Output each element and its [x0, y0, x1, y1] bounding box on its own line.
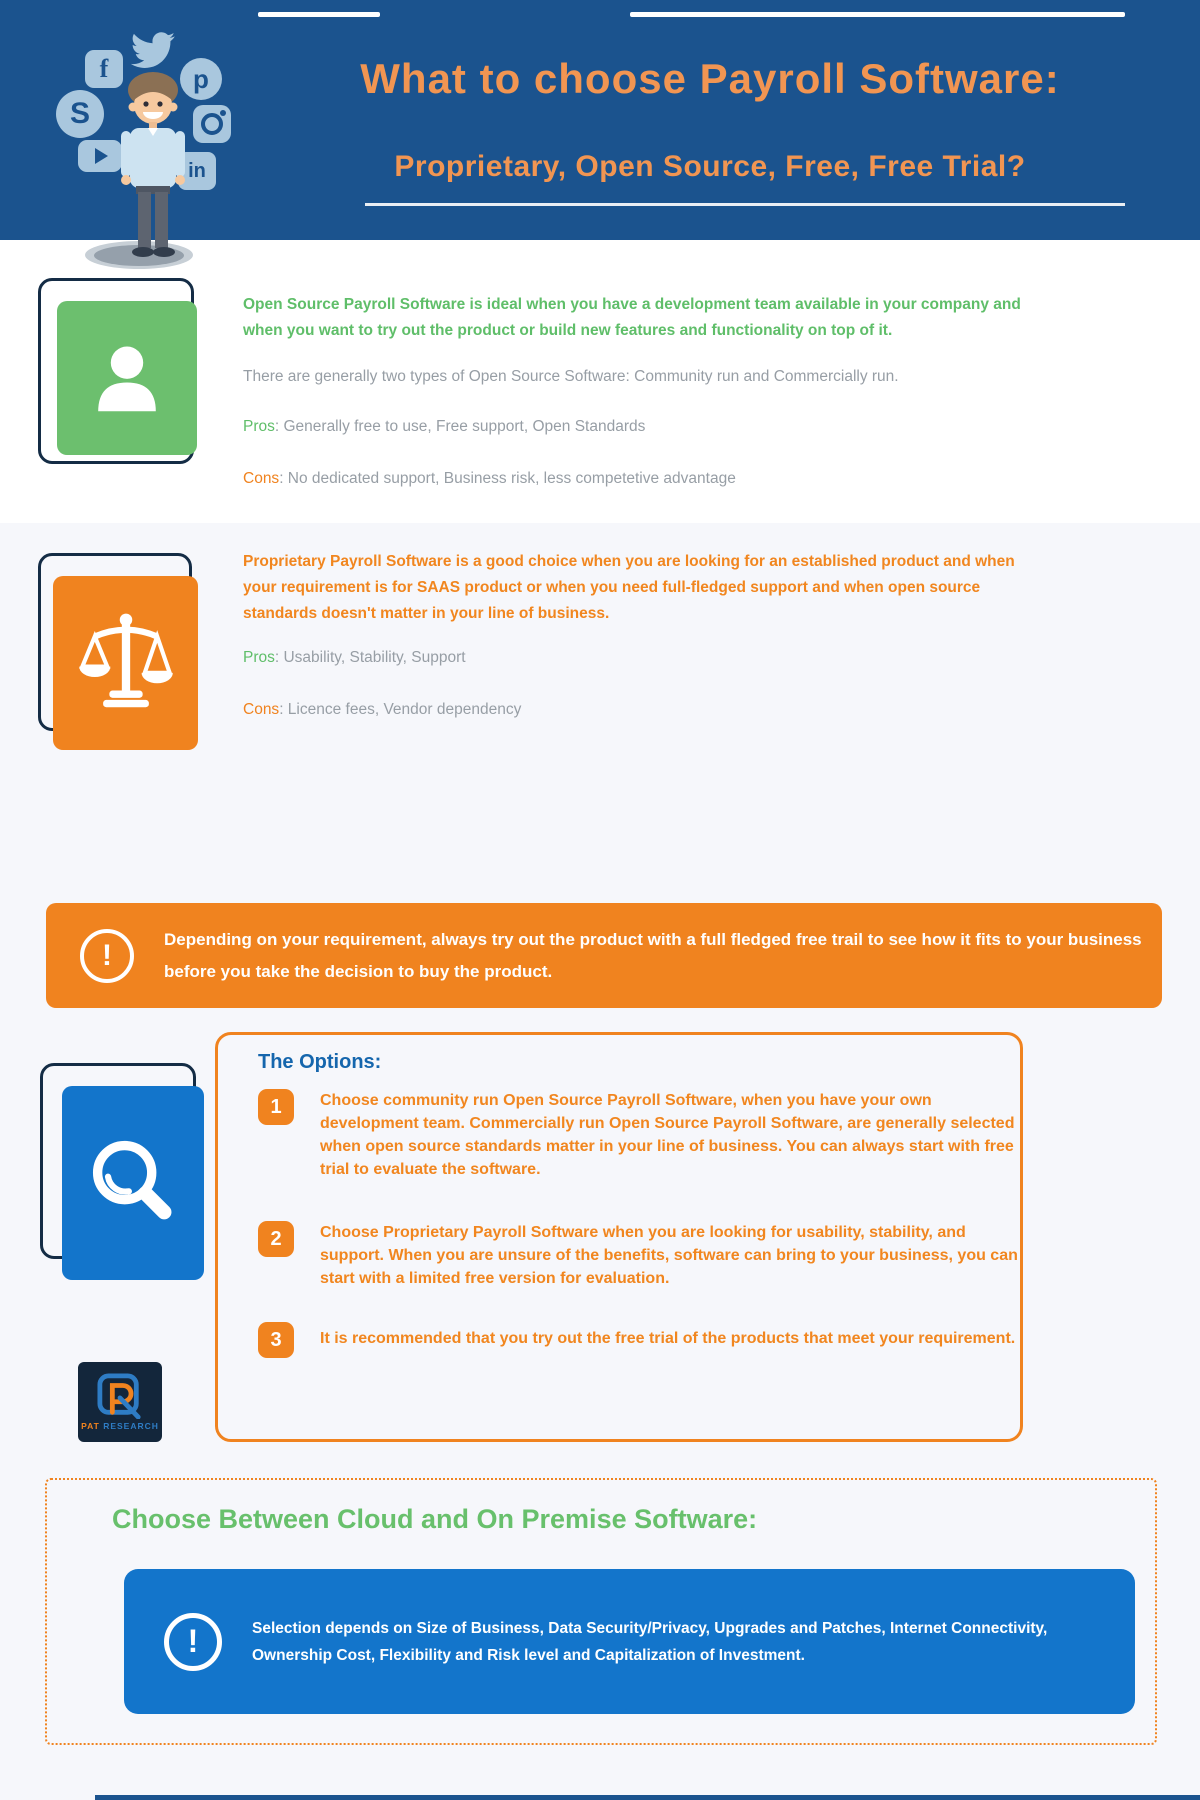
cloud-banner: [124, 1569, 1135, 1714]
magnifier-icon: [81, 1128, 185, 1238]
page-title: What to choose Payroll Software:: [360, 55, 1060, 102]
notice-banner: [46, 903, 1162, 1008]
options-box: [215, 1032, 1023, 1442]
cons-label: Cons: [243, 470, 280, 487]
page-subtitle: Proprietary, Open Source, Free, Free Trial?: [394, 150, 1026, 183]
header-decor-line-right: [630, 12, 1125, 17]
notice-text: Depending on your requirement, always try out the product with a full fledged free trail to see how it fits to your business before you take the decision to buy the product.: [164, 929, 1142, 981]
option-text-2: Choose Proprietary Payroll Software when you are looking for usability, stability, and support. When you are unsure of the benefits, software can bring to your business, you can start with a limited free version for evaluation.: [320, 1224, 1018, 1287]
user-icon: [82, 328, 172, 428]
cons-label: Cons: [243, 701, 280, 718]
proprietary-pros: [243, 645, 1043, 671]
skype-icon: S: [56, 90, 104, 138]
info-icon: !: [164, 1613, 222, 1671]
opensource-cons: [243, 466, 1043, 492]
option-item-3: [258, 1322, 1020, 1358]
option-number-badge-2: 2: [258, 1221, 294, 1257]
cons-text: : Licence fees, Vendor dependency: [279, 701, 522, 718]
opensource-intro: Open Source Payroll Software is ideal when you have a development team available in your company and when you want to try out the product or build new features and functionality on top of it.: [243, 296, 1021, 339]
scales-icon: [74, 608, 178, 718]
cons-text: : No dedicated support, Business risk, less competetive advantage: [279, 470, 736, 487]
pros-label: Pros: [243, 418, 275, 435]
header-decor-line-left: [258, 12, 380, 17]
pinterest-icon: p: [180, 58, 222, 100]
option-item-1: [258, 1089, 1020, 1181]
opensource-pros: [243, 414, 1043, 440]
proprietary-section: [243, 549, 1043, 749]
pat-research-logo: [78, 1362, 162, 1442]
option-item-2: [258, 1221, 1020, 1290]
logo-caption: [81, 1421, 159, 1431]
proprietary-cons: [243, 697, 1043, 723]
pros-label: Pros: [243, 649, 275, 666]
bottom-accent-line: [95, 1795, 1200, 1800]
logo-text-research: RESEARCH: [103, 1421, 159, 1431]
option-number-badge-3: 3: [258, 1322, 294, 1358]
character-figure: [50, 28, 250, 278]
pros-text: : Usability, Stability, Support: [274, 649, 466, 666]
pros-text: : Generally free to use, Free support, Open Standards: [274, 418, 646, 435]
opensource-card: [57, 301, 197, 455]
options-heading: The Options:: [258, 1051, 382, 1073]
option-text-3: It is recommended that you try out the free trial of the products that meet your requirement.: [320, 1330, 1016, 1347]
facebook-icon: f: [85, 50, 123, 88]
search-card: [62, 1086, 204, 1280]
warning-icon: !: [80, 929, 134, 983]
logo-text-pat: PAT: [81, 1421, 100, 1431]
proprietary-card: [53, 576, 198, 750]
person-illustration: [108, 64, 198, 264]
cloud-heading: Choose Between Cloud and On Premise Software:: [112, 1504, 758, 1534]
proprietary-intro: Proprietary Payroll Software is a good choice when you are looking for an established product and when your requirement is for SAAS product or when you need full-fledged support and when open source standards doesn't matter in your line of business.: [243, 553, 1015, 622]
linkedin-icon: in: [178, 152, 216, 190]
cloud-section-box: [45, 1478, 1157, 1745]
opensource-body: There are generally two types of Open Source Software: Community run and Commercially run.: [243, 368, 899, 385]
option-number-badge-1: 1: [258, 1089, 294, 1125]
subtitle-underline: [365, 203, 1125, 206]
option-text-1: Choose community run Open Source Payroll Software, when you have your own development team. Commercially run Open Source Payroll Software, are generally selected when open source standards matter in your line of business. You can always start with free trial to evaluate the software.: [320, 1092, 1015, 1178]
cloud-banner-text: Selection depends on Size of Business, Data Security/Privacy, Upgrades and Patches, Internet Connectivity, Ownership Cost, Flexibility and Risk level and Capitalization of Investment.: [252, 1619, 1048, 1664]
play-icon: [95, 148, 108, 164]
logo-r-icon: [96, 1373, 144, 1419]
opensource-section: [243, 292, 1043, 518]
